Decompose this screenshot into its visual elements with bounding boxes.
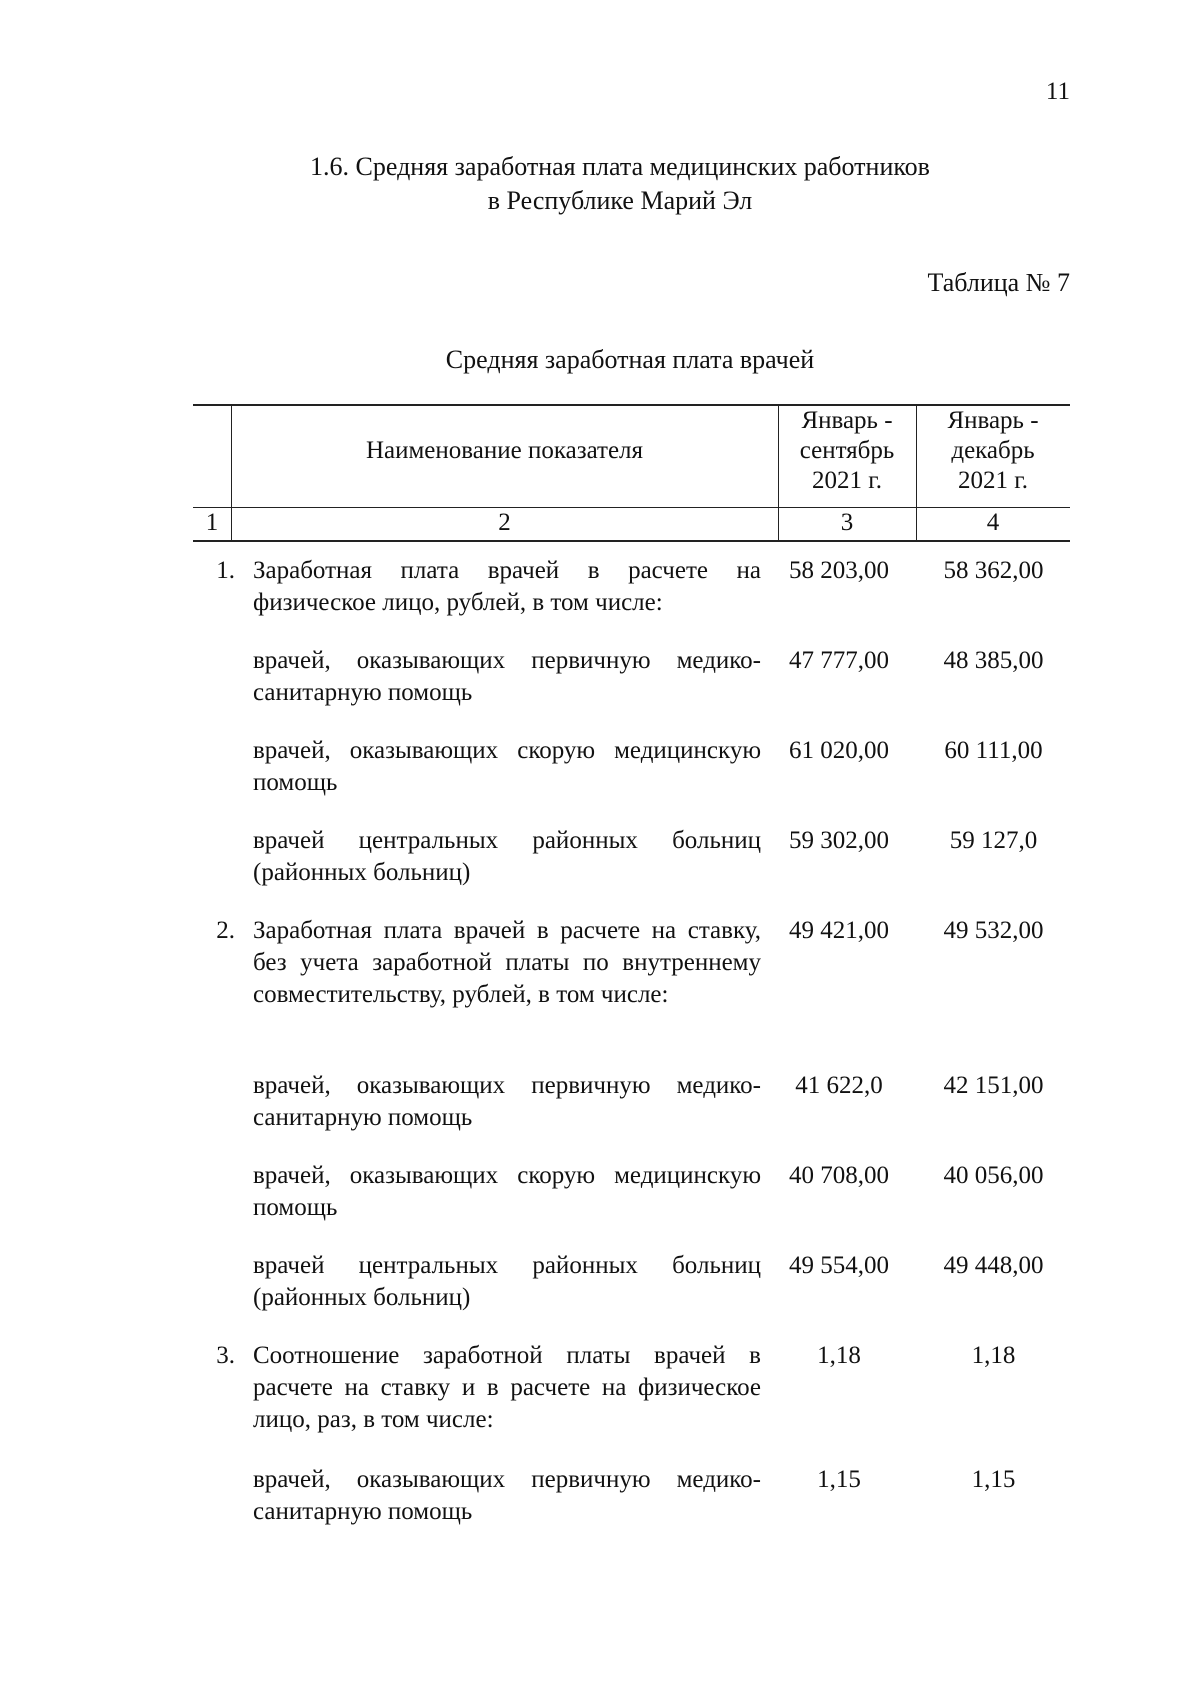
column-number: 1 <box>205 509 219 536</box>
header-period-2-line: декабрь <box>951 437 1035 464</box>
row-number <box>193 1464 241 1544</box>
header-period-1 <box>778 406 916 496</box>
section-heading <box>240 150 1000 218</box>
row-indicator: врачей, оказывающих первичную медико-санитарную помощь <box>253 1072 761 1131</box>
row-indicator: Заработная плата врачей в расчете на физическое лицо, рублей, в том числе: <box>253 557 761 616</box>
column-number: 2 <box>498 509 511 536</box>
row-value-period-2: 1,18 <box>971 1342 1016 1369</box>
row-value-period-1: 59 302,00 <box>789 827 889 854</box>
row-value-period-1: 47 777,00 <box>789 647 889 674</box>
row-value-period-1: 1,18 <box>817 1342 861 1369</box>
heading-line-2: в Республике Марий Эл <box>487 186 753 215</box>
row-number <box>193 1160 241 1250</box>
row-number: 3. <box>216 1342 235 1369</box>
row-value-period-2: 49 532,00 <box>943 917 1044 944</box>
row-value-period-2: 49 448,00 <box>943 1252 1044 1279</box>
table-body <box>193 555 1070 1544</box>
row-indicator: врачей, оказывающих скорую медицинскую помощь <box>253 737 761 796</box>
table-row <box>193 555 1070 645</box>
table-row <box>193 915 1070 1070</box>
header-period-2-line: 2021 г. <box>958 467 1028 494</box>
page-number: 11 <box>1045 78 1070 105</box>
table-row <box>193 1250 1070 1340</box>
header-period-1-line: 2021 г. <box>812 467 882 494</box>
column-number: 4 <box>986 509 1000 536</box>
row-value-period-2: 60 111,00 <box>944 737 1043 764</box>
row-value-period-2: 58 362,00 <box>943 557 1044 584</box>
row-value-period-1: 1,15 <box>817 1466 861 1493</box>
row-number <box>193 735 241 825</box>
row-indicator: врачей центральных районных больниц (районных больниц) <box>253 827 761 886</box>
row-value-period-2: 40 056,00 <box>943 1162 1044 1189</box>
row-indicator: врачей, оказывающих первичную медико-санитарную помощь <box>253 647 761 706</box>
row-value-period-2: 1,15 <box>971 1466 1016 1493</box>
header-name: Наименование показателя <box>365 437 644 464</box>
table-row <box>193 645 1070 735</box>
table-row <box>193 1160 1070 1250</box>
row-value-period-1: 41 622,0 <box>795 1072 883 1099</box>
row-value-period-1: 40 708,00 <box>789 1162 889 1189</box>
row-number <box>193 1250 241 1340</box>
table-header <box>193 404 1070 542</box>
header-period-1-line: Январь - <box>801 407 893 434</box>
row-indicator: врачей, оказывающих скорую медицинскую помощь <box>253 1162 761 1221</box>
table-row <box>193 1340 1070 1464</box>
heading-line-1: 1.6. Средняя заработная плата медицинских работников <box>310 152 930 181</box>
row-value-period-1: 61 020,00 <box>789 737 889 764</box>
column-number-row <box>193 507 1070 539</box>
table-row <box>193 735 1070 825</box>
table-number: Таблица № 7 <box>927 268 1070 297</box>
table-row <box>193 1464 1070 1544</box>
row-number: 1. <box>216 557 235 584</box>
row-indicator: врачей, оказывающих первичную медико-санитарную помощь <box>253 1466 761 1525</box>
row-value-period-2: 42 151,00 <box>943 1072 1044 1099</box>
header-period-1-line: сентябрь <box>799 437 895 464</box>
row-value-period-1: 49 421,00 <box>789 917 889 944</box>
row-indicator: Заработная плата врачей в расчете на ставку, без учета заработной платы по внутреннему совместительству, рублей, в том числе: <box>253 917 761 1008</box>
row-indicator: врачей центральных районных больниц (районных больниц) <box>253 1252 761 1311</box>
row-value-period-2: 48 385,00 <box>943 647 1044 674</box>
header-period-2 <box>916 406 1070 496</box>
header-period-2-line: Январь - <box>947 407 1039 434</box>
table-row <box>193 825 1070 915</box>
row-value-period-1: 58 203,00 <box>789 557 889 584</box>
row-number <box>193 825 241 915</box>
row-number <box>193 1070 241 1160</box>
table-caption: Средняя заработная плата врачей <box>445 345 815 374</box>
row-indicator: Соотношение заработной платы врачей в расчете на ставку и в расчете на физическое лицо, раз, в том числе: <box>253 1342 761 1433</box>
table-row <box>193 1070 1070 1160</box>
row-number: 2. <box>216 917 235 944</box>
row-number <box>193 645 241 735</box>
column-number: 3 <box>840 509 854 536</box>
row-value-period-1: 49 554,00 <box>789 1252 889 1279</box>
row-value-period-2: 59 127,0 <box>949 827 1038 854</box>
